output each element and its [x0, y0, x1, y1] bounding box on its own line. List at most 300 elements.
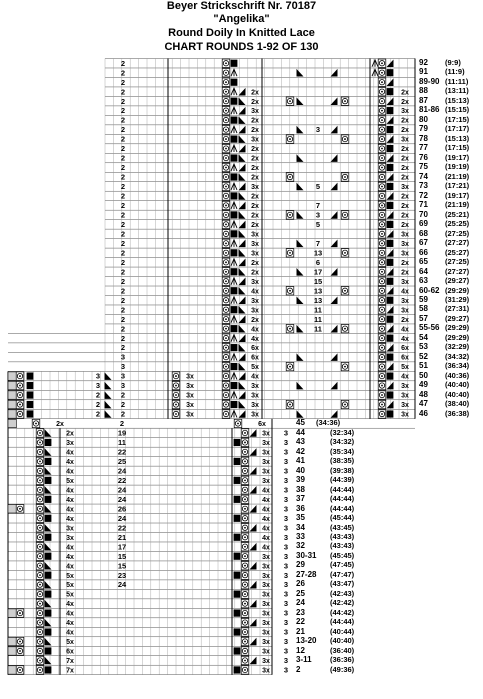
decrease-symbol: [297, 410, 304, 418]
stitch-count: 3: [315, 125, 321, 135]
decrease-symbol: [387, 97, 394, 105]
stitch-count: 2: [120, 182, 126, 192]
repeat-marker: 2x: [251, 212, 259, 220]
decrease-symbol: [45, 543, 52, 551]
stitch-count: 22: [117, 447, 127, 457]
stitch-ratio: (17:21): [445, 181, 470, 191]
decrease-symbol: [45, 524, 52, 532]
repeat-marker: 6x: [258, 421, 266, 429]
decrease-symbol: [331, 353, 338, 361]
repeat-marker: 3x: [262, 582, 270, 590]
yarn-over-symbol-dot: [381, 91, 383, 93]
stitch-count: 3: [283, 618, 289, 628]
repeat-marker: 2x: [251, 117, 259, 125]
stitch-count: 3: [283, 570, 289, 580]
yarn-over-symbol-dot: [39, 508, 41, 510]
stitch-ratio: (27:31): [445, 304, 470, 314]
yarn-over-symbol-dot: [289, 328, 291, 330]
stitch-count: 7: [315, 201, 321, 211]
repeat-marker: 2x: [401, 117, 409, 125]
purl-symbol: [387, 259, 394, 266]
yarn-over-symbol-dot: [381, 176, 383, 178]
yarn-over-symbol-dot: [225, 299, 227, 301]
round-number: 92: [419, 58, 428, 67]
purl-symbol: [387, 372, 394, 379]
repeat-marker: 3x: [186, 411, 194, 419]
purl-symbol: [231, 401, 238, 408]
repeat-marker: 2x: [66, 430, 74, 438]
decrease-symbol: [45, 505, 52, 513]
yarn-over-symbol-dot: [225, 290, 227, 292]
decrease-symbol: [250, 505, 257, 513]
yarn-over-symbol-dot: [381, 328, 383, 330]
yarn-over-symbol-dot: [19, 508, 21, 510]
yarn-over-symbol-dot: [39, 565, 41, 567]
repeat-marker: 3x: [251, 392, 259, 400]
yarn-over-symbol-dot: [225, 375, 227, 377]
stitch-ratio: (17:15): [445, 114, 470, 124]
repeat-marker: 4x: [66, 496, 74, 504]
yarn-over-symbol-dot: [39, 631, 41, 633]
purl-symbol: [45, 609, 52, 616]
pattern-subtitle: Round Doily In Knitted Lace: [168, 27, 315, 39]
purl-symbol: [231, 249, 238, 256]
repeat-marker: 2x: [251, 193, 259, 201]
stitch-count: 3: [283, 637, 289, 647]
yarn-over-symbol-dot: [289, 214, 291, 216]
purl-symbol: [234, 534, 241, 541]
purl-symbol: [231, 154, 238, 161]
yarn-over-symbol-dot: [244, 612, 246, 614]
yarn-over-symbol-dot: [39, 517, 41, 519]
yarn-over-symbol-dot: [225, 138, 227, 140]
decrease-symbol: [331, 382, 338, 390]
yarn-over-symbol-dot: [19, 413, 21, 415]
stitch-ratio: (40:40): [330, 636, 355, 646]
purl-symbol: [387, 202, 394, 209]
repeat-marker: 2x: [251, 269, 259, 277]
repeat-marker: 3x: [262, 610, 270, 618]
repeat-marker: 3x: [251, 278, 259, 286]
yarn-over-symbol-dot: [381, 366, 383, 368]
round-number: 52: [419, 351, 428, 361]
yarn-over-symbol-dot: [381, 110, 383, 112]
stitch-ratio: (15:13): [445, 133, 470, 143]
round-number: 54: [419, 332, 428, 342]
shaded-block: [8, 647, 16, 655]
stitch-count: 3: [120, 362, 126, 372]
yarn-over-symbol-dot: [39, 603, 41, 605]
stitch-ratio: (43:43): [330, 541, 355, 551]
yarn-over-symbol-dot: [225, 110, 227, 112]
shaded-block: [8, 505, 16, 513]
repeat-marker: 5x: [66, 591, 74, 599]
stitch-ratio: (40:40): [445, 380, 470, 390]
yarn-over-symbol-dot: [381, 138, 383, 140]
stitch-ratio: (44:44): [330, 494, 355, 504]
yarn-over-symbol-dot: [381, 186, 383, 188]
yarn-over-symbol-dot: [244, 669, 246, 671]
round-number: 69: [419, 219, 428, 229]
yarn-over-symbol-dot: [225, 328, 227, 330]
repeat-marker: 6x: [251, 354, 259, 362]
decrease-symbol: [331, 154, 338, 162]
repeat-marker: 2x: [251, 259, 259, 267]
purl-symbol: [387, 221, 394, 228]
yarn-over-symbol-dot: [225, 100, 227, 102]
yarn-over-symbol-dot: [39, 660, 41, 662]
repeat-marker: 4x: [66, 553, 74, 561]
round-number: 88: [419, 86, 428, 96]
stitch-ratio: (35:34): [330, 446, 355, 456]
yarn-over-symbol-dot: [244, 593, 246, 595]
stitch-ratio: (40:40): [445, 389, 470, 399]
decrease-symbol: [297, 240, 304, 248]
stitch-ratio: (43:47): [330, 579, 355, 589]
round-number: 71: [419, 200, 428, 210]
stitch-count: 2: [119, 419, 125, 429]
stitch-ratio: (29:29): [445, 285, 470, 295]
round-number: 70: [419, 209, 428, 219]
round-number: 47: [419, 399, 428, 409]
yarn-over-symbol-dot: [225, 366, 227, 368]
purl-symbol: [234, 458, 241, 465]
round-number: 81-86: [419, 105, 440, 115]
decrease-symbol: [387, 59, 394, 67]
stitch-ratio: (31:29): [445, 295, 470, 304]
stitch-ratio: (19:17): [445, 152, 470, 162]
stitch-count: 7: [315, 238, 321, 248]
stitch-count: 19: [117, 428, 127, 438]
decrease-symbol: [387, 287, 394, 295]
stitch-ratio: (21:19): [445, 200, 470, 210]
yarn-over-symbol-dot: [381, 62, 383, 64]
stitch-ratio: (44:44): [330, 617, 355, 627]
repeat-marker: 4x: [66, 601, 74, 609]
purl-symbol: [45, 572, 52, 579]
yarn-over-symbol-dot: [175, 413, 177, 415]
decrease-symbol: [250, 638, 257, 646]
purl-symbol: [387, 410, 394, 417]
purl-symbol: [231, 306, 238, 313]
stitch-ratio: (25:25): [445, 219, 470, 229]
stitch-ratio: (27:27): [445, 266, 470, 276]
decrease-symbol: [331, 97, 338, 105]
yarn-over-symbol-dot: [244, 517, 246, 519]
stitch-count: 15: [117, 561, 127, 571]
stitch-count: 2: [95, 390, 101, 400]
repeat-marker: 3x: [251, 240, 259, 248]
decrease-symbol: [297, 268, 304, 276]
round-number: 27-28: [296, 569, 317, 579]
decrease-symbol: [297, 296, 304, 304]
stitch-ratio: (38:35): [330, 456, 355, 466]
repeat-marker: 3x: [401, 108, 409, 116]
repeat-marker: 4x: [262, 496, 270, 504]
decrease-symbol: [331, 126, 338, 134]
purl-symbol: [387, 316, 394, 323]
yarn-over-symbol-dot: [381, 157, 383, 159]
yarn-over-symbol-dot: [244, 565, 246, 567]
repeat-marker: 3x: [262, 658, 270, 666]
yarn-over-symbol-dot: [244, 498, 246, 500]
stitch-count: 22: [117, 523, 127, 533]
repeat-marker: 3x: [66, 534, 74, 542]
round-number: 73: [419, 181, 428, 191]
stitch-count: 3: [283, 475, 289, 485]
repeat-marker: 2x: [401, 155, 409, 163]
yarn-over-symbol-dot: [244, 432, 246, 434]
yarn-over-symbol-dot: [381, 252, 383, 254]
yarn-over-symbol-dot: [244, 641, 246, 643]
yarn-over-symbol-dot: [175, 394, 177, 396]
purl-symbol: [231, 325, 238, 332]
stitch-count: 3: [283, 665, 289, 675]
repeat-marker: 4x: [66, 449, 74, 457]
yarn-over-symbol-dot: [225, 347, 227, 349]
stitch-count: 3: [95, 381, 101, 391]
repeat-marker: 4x: [66, 506, 74, 514]
pattern-number: Beyer Strickschrift Nr. 70187: [166, 0, 317, 12]
decrease-symbol: [387, 154, 394, 162]
stitch-count: 3: [283, 627, 289, 637]
repeat-marker: 3x: [262, 639, 270, 647]
pattern-name: "Angelika": [213, 13, 270, 25]
yarn-over-symbol-dot: [244, 603, 246, 605]
repeat-marker: 5x: [401, 364, 409, 372]
repeat-marker: 2x: [401, 316, 409, 324]
round-number: 32: [296, 541, 305, 551]
stitch-count: 2: [120, 409, 126, 419]
yarn-over-symbol-dot: [244, 442, 246, 444]
round-number: 87: [419, 95, 428, 105]
yarn-over-symbol-dot: [19, 650, 21, 652]
stitch-count: 3: [283, 494, 289, 504]
purl-symbol: [27, 391, 34, 398]
purl-symbol: [387, 240, 394, 247]
repeat-marker: 3x: [401, 383, 409, 391]
yarn-over-symbol-dot: [289, 176, 291, 178]
decrease-symbol: [297, 183, 304, 191]
purl-symbol: [27, 410, 34, 417]
round-number: 36: [296, 503, 305, 513]
yarn-over-symbol-dot: [225, 356, 227, 358]
yarn-over-symbol-dot: [244, 584, 246, 586]
decrease-symbol: [45, 581, 52, 589]
shaded-block: [8, 609, 16, 617]
stitch-ratio: (27:25): [445, 257, 470, 267]
decrease-symbol: [387, 173, 394, 181]
repeat-marker: 6x: [66, 648, 74, 656]
decrease-symbol: [250, 600, 257, 608]
stitch-count: 2: [95, 400, 101, 410]
decrease-symbol: [239, 325, 246, 333]
stitch-count: 2: [95, 409, 101, 419]
stitch-count: 24: [117, 485, 127, 495]
stitch-count: 2: [120, 333, 126, 343]
yarn-over-symbol-dot: [381, 167, 383, 169]
repeat-marker: 3x: [401, 307, 409, 315]
purl-symbol: [234, 647, 241, 654]
decrease-symbol: [387, 363, 394, 371]
yarn-over-symbol-dot: [225, 129, 227, 131]
decrease-symbol: [331, 211, 338, 219]
yarn-over-symbol-dot: [381, 318, 383, 320]
yarn-over-symbol-dot: [225, 91, 227, 93]
round-number: 40: [296, 465, 305, 475]
yarn-over-symbol-dot: [225, 195, 227, 197]
yarn-over-symbol-dot: [39, 555, 41, 557]
round-number: 50: [419, 370, 428, 380]
stitch-count: 2: [120, 58, 126, 68]
repeat-marker: 2x: [251, 98, 259, 106]
yarn-over-symbol-dot: [289, 100, 291, 102]
round-number: 3-11: [296, 655, 312, 665]
stitch-count: 5: [315, 182, 321, 192]
repeat-marker: 5x: [251, 364, 259, 372]
repeat-marker: 2x: [251, 127, 259, 135]
stitch-ratio: (44:39): [330, 475, 355, 485]
stitch-count: 6: [315, 257, 321, 267]
stitch-count: 3: [283, 485, 289, 495]
repeat-marker: 3x: [401, 411, 409, 419]
purl-symbol: [231, 230, 238, 237]
repeat-marker: 4x: [262, 534, 270, 542]
yarn-over-symbol-dot: [225, 72, 227, 74]
purl-symbol: [231, 192, 238, 199]
round-number: 38: [296, 484, 305, 494]
repeat-marker: 3x: [401, 240, 409, 248]
round-number: 67: [419, 238, 428, 248]
stitch-ratio: (29:29): [445, 323, 470, 333]
round-number: 23: [296, 607, 305, 617]
stitch-ratio: (17:15): [445, 143, 470, 153]
yarn-over-symbol-dot: [244, 650, 246, 652]
repeat-marker: 4x: [401, 335, 409, 343]
yarn-over-symbol-dot: [225, 233, 227, 235]
yarn-over-symbol-dot: [39, 536, 41, 538]
stitch-ratio: (44:44): [330, 503, 355, 513]
repeat-marker: 4x: [251, 335, 259, 343]
yarn-over-symbol-dot: [39, 622, 41, 624]
decrease-symbol: [45, 429, 52, 437]
purl-symbol: [45, 477, 52, 484]
yarn-over-symbol-dot: [381, 72, 383, 74]
stitch-count: 21: [117, 532, 127, 542]
stitch-count: 2: [120, 68, 126, 78]
stitch-ratio: (29:29): [445, 332, 470, 342]
stitch-count: 2: [120, 343, 126, 353]
repeat-marker: 4x: [66, 459, 74, 466]
round-number: 2: [296, 664, 301, 674]
stitch-ratio: (19:19): [445, 162, 470, 172]
repeat-marker: 3x: [251, 108, 259, 116]
yarn-over-symbol-dot: [381, 100, 383, 102]
repeat-marker: 2x: [401, 269, 409, 277]
yarn-over-symbol-dot: [39, 489, 41, 491]
yarn-over-symbol-dot: [344, 290, 346, 292]
repeat-marker: 2x: [401, 212, 409, 220]
repeat-marker: 4x: [251, 373, 259, 381]
yarn-over-symbol-dot: [19, 641, 21, 643]
yarn-over-symbol-dot: [344, 214, 346, 216]
stitch-count: 2: [120, 257, 126, 267]
purl-symbol: [387, 183, 394, 190]
yarn-over-symbol-dot: [244, 461, 246, 463]
round-number: 57: [419, 313, 428, 323]
yarn-over-symbol-dot: [381, 119, 383, 121]
decrease-symbol: [297, 69, 304, 77]
repeat-marker: 3x: [401, 402, 409, 410]
round-number: 41: [296, 456, 305, 466]
yarn-over-symbol-dot: [225, 252, 227, 254]
round-number: 35: [296, 513, 305, 523]
stitch-ratio: (29:27): [445, 276, 470, 286]
round-number: 78: [419, 133, 428, 143]
purl-symbol: [27, 401, 34, 408]
stitch-ratio: (9:9): [445, 58, 461, 67]
stitch-count: 3: [283, 513, 289, 523]
repeat-marker: 3x: [251, 231, 259, 239]
stitch-count: 2: [120, 248, 126, 258]
decrease-symbol: [387, 382, 394, 390]
purl-symbol: [234, 666, 241, 673]
decrease-symbol: [297, 126, 304, 134]
yarn-over-symbol-dot: [225, 318, 227, 320]
decrease-symbol: [45, 486, 52, 494]
round-number: 79: [419, 124, 428, 134]
repeat-marker: 3x: [251, 297, 259, 305]
stitch-ratio: (32:29): [445, 342, 470, 352]
round-number: 58: [419, 304, 428, 314]
repeat-marker: 2x: [251, 174, 259, 182]
repeat-marker: 5x: [66, 572, 74, 580]
yarn-over-symbol-dot: [225, 81, 227, 83]
yarn-over-symbol-dot: [381, 205, 383, 207]
decrease-symbol: [331, 296, 338, 304]
round-number: 13-20: [296, 636, 317, 646]
round-number: 21: [296, 626, 305, 636]
stitch-count: 17: [313, 267, 323, 277]
purl-symbol: [387, 164, 394, 171]
repeat-marker: 7x: [66, 667, 74, 675]
stitch-ratio: (43:43): [330, 532, 355, 541]
yarn-over-symbol-dot: [381, 375, 383, 377]
decrease-symbol: [105, 372, 112, 380]
stitch-count: 3: [283, 656, 289, 666]
purl-symbol: [387, 297, 394, 304]
stitch-count: 17: [117, 542, 127, 552]
round-number: 30-31: [296, 550, 317, 560]
yarn-over-symbol-dot: [381, 233, 383, 235]
round-number: 64: [419, 266, 428, 276]
decrease-symbol: [387, 230, 394, 238]
round-number: 89-90: [419, 76, 440, 86]
stitch-count: 2: [120, 390, 126, 400]
stitch-count: 3: [283, 466, 289, 476]
repeat-marker: 3x: [262, 572, 270, 580]
decrease-symbol: [297, 353, 304, 361]
round-number: 74: [419, 171, 428, 181]
stitch-count: 11: [314, 314, 322, 324]
stitch-count: 3: [283, 599, 289, 609]
yarn-over-symbol-dot: [381, 299, 383, 301]
stitch-ratio: (44:42): [330, 607, 355, 617]
repeat-marker: 4x: [66, 563, 74, 571]
stitch-ratio: (19:17): [445, 190, 470, 200]
stitch-ratio: (44:44): [330, 484, 355, 494]
stitch-count: 3: [283, 438, 289, 448]
